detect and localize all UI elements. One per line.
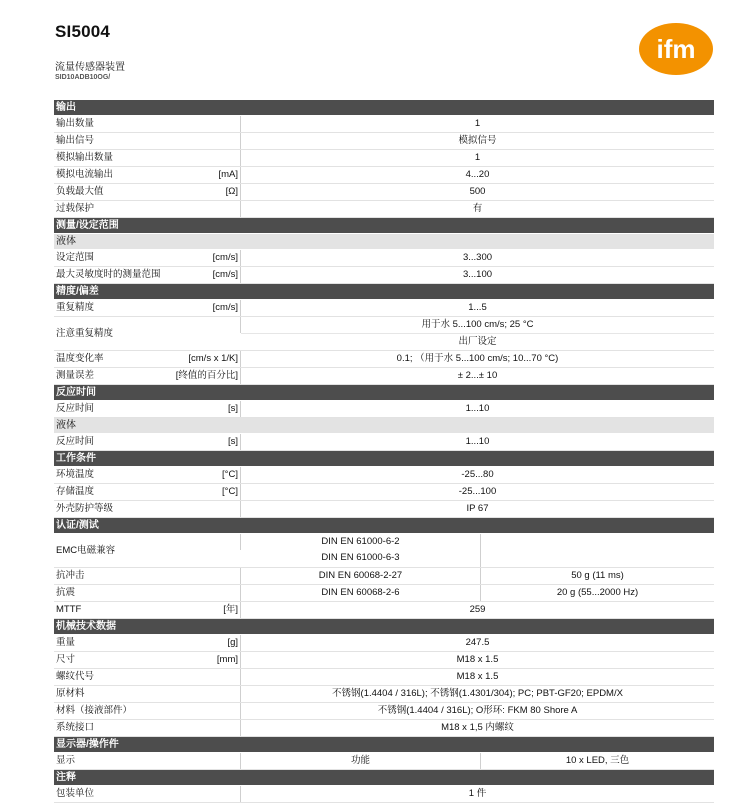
product-code: SID10ADB10OG/ <box>55 74 111 81</box>
spec-label: MTTF <box>56 604 82 615</box>
spec-label: 模拟电流输出 <box>56 169 114 180</box>
spec-value: 3...300 <box>240 250 714 266</box>
spec-standard: DIN EN 60068-2-6 <box>240 585 480 601</box>
spec-label: 抗冲击 <box>56 570 85 581</box>
spec-label: 输出数量 <box>56 118 95 129</box>
spec-unit: [mm] <box>216 654 238 665</box>
spec-value: 500 <box>240 184 714 200</box>
spec-value: 1...10 <box>240 434 714 450</box>
spec-row <box>54 703 714 720</box>
product-subtitle: 流量传感器装置 <box>55 62 125 73</box>
spec-row <box>54 669 714 686</box>
spec-label: 温度变化率 <box>56 353 104 364</box>
spec-row <box>54 484 714 501</box>
spec-row <box>54 652 714 669</box>
spec-value: 259 <box>240 602 714 618</box>
spec-row <box>54 300 714 317</box>
spec-value: 不锈钢(1.4404 / 316L); 不锈钢(1.4301/304); PC; PBT-GF20; EPDM/X <box>240 686 714 702</box>
spec-value: 出厂设定 <box>458 336 497 347</box>
spec-value: 50 g (11 ms) <box>480 568 714 584</box>
spec-label: 外壳防护等级 <box>56 503 114 514</box>
spec-unit: [mA] <box>218 169 238 180</box>
spec-row <box>54 467 714 484</box>
spec-unit <box>206 150 240 166</box>
spec-row <box>54 150 714 167</box>
spec-value: -25...80 <box>240 467 714 483</box>
spec-value: M18 x 1.5 <box>240 652 714 668</box>
spec-label: 系统接口 <box>56 722 95 733</box>
spec-unit: [g] <box>227 637 238 648</box>
spec-function: 功能 <box>240 753 480 769</box>
spec-row <box>54 585 714 602</box>
spec-label: 最大灵敏度时的测量范围 <box>56 269 161 280</box>
spec-value: 不锈钢(1.4404 / 316L); O形环: FKM 80 Shore A <box>240 703 714 719</box>
spec-unit <box>206 133 240 149</box>
spec-row <box>54 317 714 351</box>
product-title: SI5004 <box>55 22 111 41</box>
section-range: 测量/设定范围 <box>54 218 714 234</box>
spec-label: 负载最大值 <box>56 186 104 197</box>
spec-standard: DIN EN 60068-2-27 <box>240 568 480 584</box>
spec-value: ± 2...± 10 <box>240 368 714 384</box>
spec-unit: [s] <box>227 403 238 414</box>
spec-value: 模拟信号 <box>240 133 714 149</box>
spec-label: 输出信号 <box>56 135 95 146</box>
spec-label: 原材料 <box>56 688 85 699</box>
spec-value: 1...5 <box>240 300 714 316</box>
spec-value <box>480 534 714 567</box>
spec-table <box>54 100 714 803</box>
spec-value: 1 件 <box>240 786 714 802</box>
spec-value: 1 <box>240 150 714 166</box>
spec-row <box>54 686 714 703</box>
spec-unit: [年] <box>223 604 238 615</box>
spec-row <box>54 250 714 267</box>
spec-value: 10 x LED, 三色 <box>480 753 714 769</box>
spec-row <box>54 351 714 368</box>
spec-row <box>54 434 714 451</box>
section-mechanical: 机械技术数据 <box>54 619 714 635</box>
spec-value: 20 g (55...2000 Hz) <box>480 585 714 601</box>
section-display: 显示器/操作件 <box>54 737 714 753</box>
spec-value: M18 x 1.5 <box>240 669 714 685</box>
spec-unit <box>206 703 240 719</box>
spec-row <box>54 184 714 201</box>
spec-row <box>54 368 714 385</box>
section-output: 输出 <box>54 100 714 116</box>
spec-unit: [cm/s x 1/K] <box>188 353 238 364</box>
spec-label: 环境温度 <box>56 469 95 480</box>
spec-unit <box>206 201 240 217</box>
spec-unit <box>206 720 240 736</box>
spec-label: 反应时间 <box>56 436 95 447</box>
spec-row <box>54 501 714 518</box>
section-approvals: 认证/测试 <box>54 518 714 534</box>
spec-value: 4...20 <box>240 167 714 183</box>
spec-row <box>54 401 714 418</box>
spec-unit <box>206 568 240 584</box>
spec-row <box>54 568 714 585</box>
spec-label: 反应时间 <box>56 403 95 414</box>
spec-unit: [终值的百分比] <box>175 370 238 381</box>
spec-row <box>54 720 714 737</box>
spec-value-stack <box>240 317 714 347</box>
spec-row <box>54 753 714 770</box>
spec-value: 用于水 5...100 cm/s; 25 °C <box>241 317 714 334</box>
spec-label: 抗震 <box>56 587 76 598</box>
spec-unit: [s] <box>227 436 238 447</box>
spec-row <box>54 133 714 150</box>
spec-label: 重量 <box>56 637 76 648</box>
spec-unit <box>206 116 240 132</box>
spec-value: -25...100 <box>240 484 714 500</box>
spec-unit <box>206 686 240 702</box>
spec-label: 模拟输出数量 <box>56 152 114 163</box>
subsection-liquid: 液体 <box>54 418 714 434</box>
spec-row <box>54 167 714 184</box>
spec-unit: [cm/s] <box>212 252 238 263</box>
spec-label: 重复精度 <box>56 302 95 313</box>
spec-unit: [°C] <box>222 469 238 480</box>
spec-unit <box>206 501 240 517</box>
spec-unit <box>206 534 240 567</box>
spec-row <box>54 635 714 652</box>
spec-label: 存储温度 <box>56 486 95 497</box>
spec-label: 显示 <box>56 755 76 766</box>
spec-unit: [Ω] <box>225 186 238 197</box>
spec-label: 螺纹代号 <box>56 671 95 682</box>
logo-text: ifm <box>656 34 696 64</box>
spec-row <box>54 534 714 568</box>
spec-label: 测量误差 <box>56 370 95 381</box>
spec-label: 材料（接液部件） <box>56 705 133 716</box>
section-notes: 注释 <box>54 770 714 786</box>
spec-value: IP 67 <box>240 501 714 517</box>
spec-unit: [cm/s] <box>212 302 238 313</box>
spec-value: M18 x 1,5 内螺纹 <box>240 720 714 736</box>
spec-standard-stack <box>240 534 480 563</box>
spec-unit <box>206 585 240 601</box>
spec-value: 247.5 <box>240 635 714 651</box>
spec-value: 1 <box>240 116 714 132</box>
spec-unit <box>206 669 240 685</box>
spec-unit <box>206 753 240 769</box>
spec-unit: [cm/s] <box>212 269 238 280</box>
spec-label: 过载保护 <box>56 203 95 214</box>
spec-unit: [°C] <box>222 486 238 497</box>
spec-unit <box>206 317 240 350</box>
spec-row <box>54 786 714 803</box>
spec-row <box>54 267 714 284</box>
spec-standard: DIN EN 61000-6-3 <box>321 552 400 563</box>
spec-standard: DIN EN 61000-6-2 <box>321 536 400 547</box>
spec-label: 尺寸 <box>56 654 76 665</box>
spec-row <box>54 201 714 218</box>
spec-row <box>54 602 714 619</box>
spec-label: 注意重复精度 <box>56 328 114 339</box>
spec-value: 1...10 <box>240 401 714 417</box>
section-response: 反应时间 <box>54 385 714 401</box>
spec-label: 包装单位 <box>56 788 95 799</box>
spec-value: 有 <box>240 201 714 217</box>
section-conditions: 工作条件 <box>54 451 714 467</box>
spec-value: 3...100 <box>240 267 714 283</box>
ifm-logo <box>638 22 714 76</box>
spec-row <box>54 116 714 133</box>
spec-label: 设定范围 <box>56 252 95 263</box>
subsection-liquid: 液体 <box>54 234 714 250</box>
spec-value: 0.1; （用于水 5...100 cm/s; 10...70 °C) <box>240 351 714 367</box>
spec-label: EMC电磁兼容 <box>56 545 116 556</box>
section-accuracy: 精度/偏差 <box>54 284 714 300</box>
